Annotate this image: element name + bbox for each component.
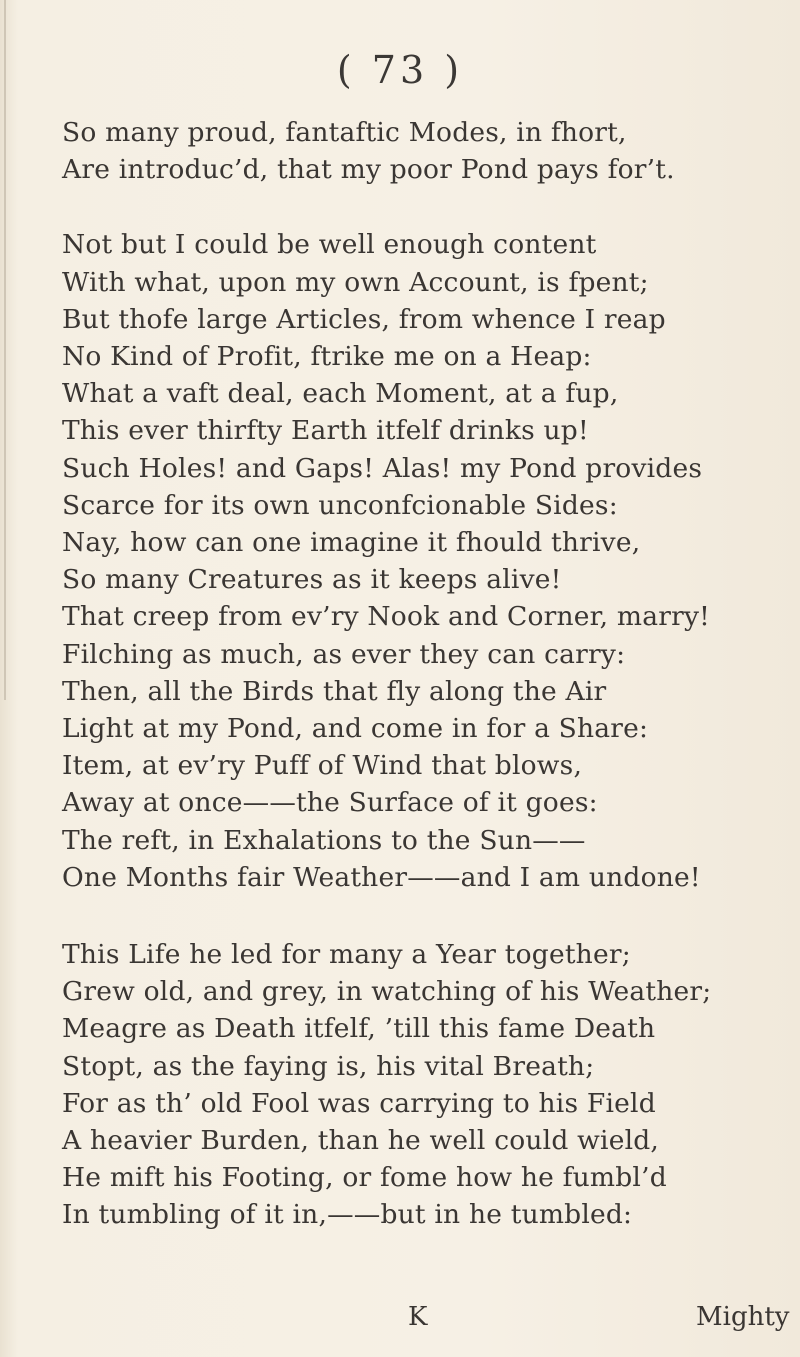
verse-line: This ever thirfty Earth itfelf drinks up! xyxy=(62,415,589,447)
verse-line: A heavier Burden, than he well could wield, xyxy=(62,1125,660,1157)
stanza-break xyxy=(62,896,782,936)
verse-line: Nay, how can one imagine it fhould thrive, xyxy=(62,527,641,559)
verse-line: Away at once——the Surface of it goes: xyxy=(62,787,598,819)
verse-line: In tumbling of it in,——but in he tumbled: xyxy=(62,1199,633,1231)
verse-line: That creep from ev’ry Nook and Corner, marry! xyxy=(62,601,710,633)
page-number: ( 73 ) xyxy=(336,48,464,92)
verse-line: But thofe large Articles, from whence I reap xyxy=(62,303,666,335)
verse-line: Stopt, as the faying is, his vital Breath; xyxy=(62,1050,595,1082)
stanza-3 xyxy=(62,936,782,1234)
verse-line: This Life he led for many a Year together; xyxy=(62,939,631,971)
verse-line: So many Creatures as it keeps alive! xyxy=(62,564,562,596)
verse-line: Are introduc’d, that my poor Pond pays for’t. xyxy=(62,154,675,186)
verse-line: Such Holes! and Gaps! Alas! my Pond provides xyxy=(62,452,703,484)
stanza-2 xyxy=(62,226,782,896)
verse-line: Item, at ev’ry Puff of Wind that blows, xyxy=(62,750,583,782)
verse-line: The reft, in Exhalations to the Sun—— xyxy=(62,824,586,856)
stanza-break xyxy=(62,188,782,226)
verse-line: Filching as much, as ever they can carry: xyxy=(62,638,626,670)
verse-line: What a vaft deal, each Moment, at a fup, xyxy=(62,378,619,410)
verse-line: He mift his Footing, or fome how he fumbl’d xyxy=(62,1162,667,1194)
poem-text xyxy=(62,114,782,1234)
verse-line: Scarce for its own unconfcionable Sides: xyxy=(62,489,618,521)
verse-line: So many proud, fantaftic Modes, in fhort, xyxy=(62,117,627,148)
verse-line: One Months fair Weather——and I am undone! xyxy=(62,861,701,893)
verse-line: Meagre as Death itfelf, ’till this fame Death xyxy=(62,1013,656,1045)
verse-line: Not but I could be well enough content xyxy=(62,229,597,261)
verse-line: No Kind of Profit, ftrike me on a Heap: xyxy=(62,341,592,373)
verse-line: With what, upon my own Account, is fpent; xyxy=(62,266,649,298)
verse-line: Then, all the Birds that fly along the Air xyxy=(62,675,607,707)
stanza-1 xyxy=(62,114,782,188)
gutter-edge xyxy=(4,0,6,700)
verse-line: For as th’ old Fool was carrying to his Field xyxy=(62,1087,656,1119)
verse-line: Light at my Pond, and come in for a Share: xyxy=(62,713,649,745)
verse-line: Grew old, and grey, in watching of his Weather; xyxy=(62,976,712,1008)
signature-mark: K xyxy=(408,1302,428,1332)
catchword: Mighty xyxy=(696,1302,790,1332)
